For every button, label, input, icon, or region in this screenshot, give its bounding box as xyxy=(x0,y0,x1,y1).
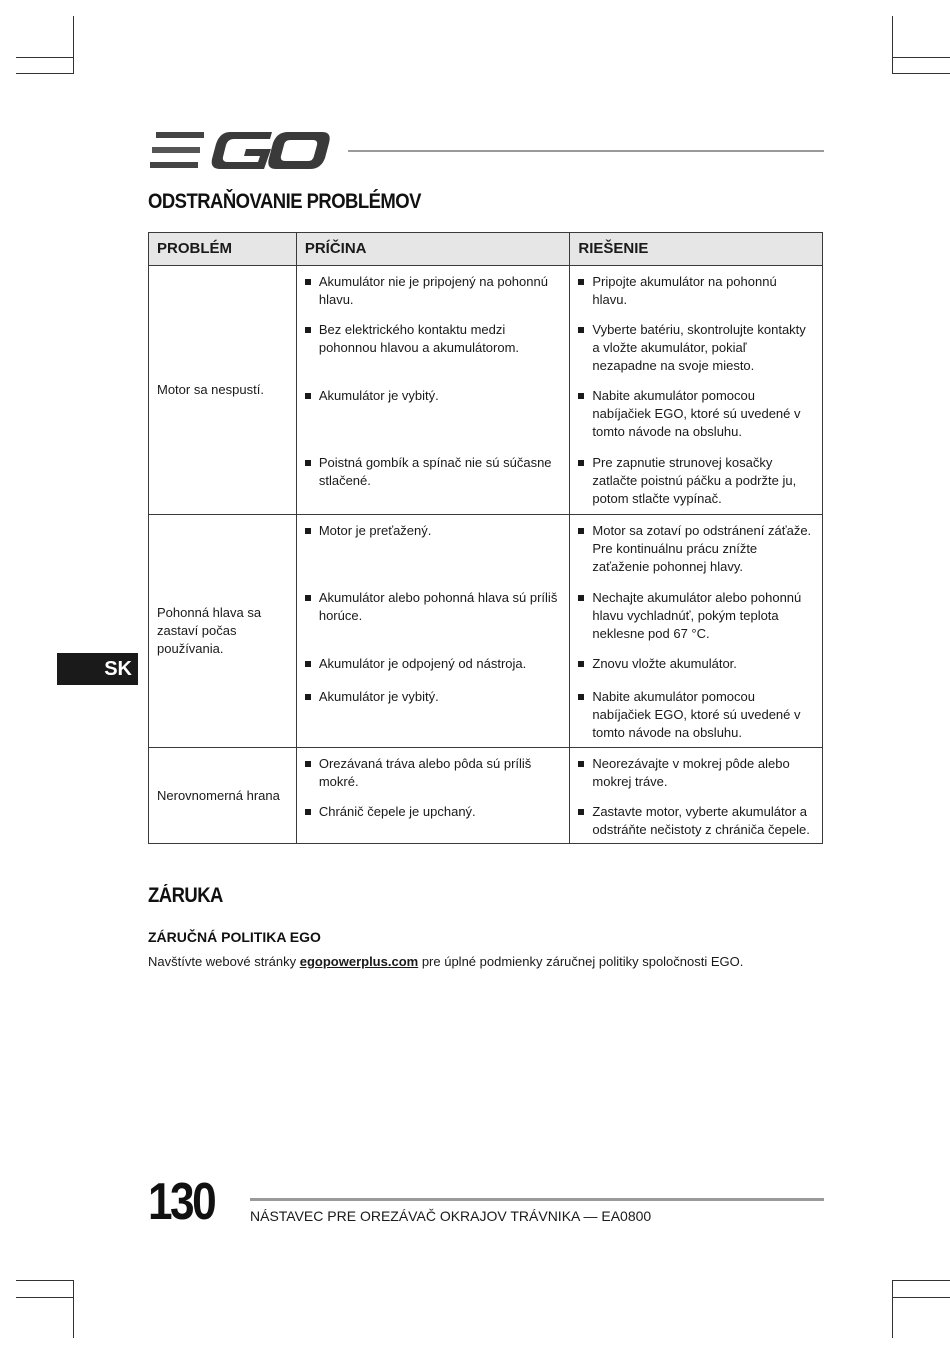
column-header-solution: RIEŠENIE xyxy=(570,233,823,266)
bullet-icon xyxy=(578,595,584,601)
troubleshooting-table xyxy=(148,232,823,844)
solution-text: Vyberte batériu, skontrolujte kontakty a vložte akumulátor, pokiaľ nezapadne na svoje miesto. xyxy=(592,322,806,373)
solution-text: Nabite akumulátor pomocou nabíjačiek EGO, ktoré sú uvedené v tomto návode na obsluhu. xyxy=(592,388,801,439)
footer-rule xyxy=(250,1198,824,1201)
bullet-icon xyxy=(305,595,311,601)
list-item xyxy=(578,387,812,454)
list-item xyxy=(305,688,560,706)
list-item xyxy=(305,273,560,321)
bullet-icon xyxy=(578,661,584,667)
bullet-icon xyxy=(305,661,311,667)
cause-text: Bez elektrického kontaktu medzi pohonnou hlavou a akumulátorom. xyxy=(318,322,520,355)
bullet-icon xyxy=(578,809,584,815)
bullet-icon xyxy=(578,327,584,333)
table-row xyxy=(149,515,823,748)
list-item xyxy=(305,755,560,803)
cause-cell xyxy=(296,515,570,748)
list-item xyxy=(578,454,812,508)
bullet-icon xyxy=(578,393,584,399)
cause-text: Motor je preťažený. xyxy=(318,523,432,538)
bullet-icon xyxy=(305,761,311,767)
crop-mark xyxy=(73,16,74,74)
crop-mark xyxy=(892,57,950,58)
bullet-icon xyxy=(578,279,584,285)
list-item xyxy=(578,522,812,589)
list-item xyxy=(305,803,560,821)
solution-text: Pre zapnutie strunovej kosačky zatlačte poistnú páčku a podržte ju, potom stlačte vypínač. xyxy=(592,455,797,506)
warranty-paragraph xyxy=(148,954,743,969)
solution-text: Pripojte akumulátor na pohonnú hlavu. xyxy=(592,274,777,307)
page-number: 130 xyxy=(148,1173,215,1231)
warranty-text-before: Navštívte webové stránky xyxy=(148,954,300,969)
table-header-row xyxy=(149,233,823,266)
table-row xyxy=(149,748,823,844)
cause-text: Chránič čepele je upchaný. xyxy=(318,804,476,819)
list-item xyxy=(578,655,812,688)
crop-mark xyxy=(892,16,893,74)
ego-logo xyxy=(150,130,330,172)
list-item xyxy=(578,803,812,839)
cause-text: Akumulátor nie je pripojený na pohonnú hlavu. xyxy=(318,274,548,307)
list-item xyxy=(305,454,560,490)
crop-mark xyxy=(16,1297,74,1298)
crop-mark xyxy=(892,1280,950,1281)
list-item xyxy=(305,387,560,454)
warranty-title: ZÁRUKA xyxy=(148,884,223,907)
list-item xyxy=(305,522,560,589)
cause-text: Orezávaná tráva alebo pôda sú príliš mokré. xyxy=(318,756,532,789)
problem-cell: Pohonná hlava sa zastaví počas používania. xyxy=(149,515,297,748)
list-item xyxy=(578,755,812,803)
list-item xyxy=(578,321,812,387)
list-item xyxy=(305,589,560,655)
list-item xyxy=(305,321,560,387)
column-header-problem: PROBLÉM xyxy=(149,233,297,266)
list-item xyxy=(578,589,812,655)
crop-mark xyxy=(73,1280,74,1338)
table-row xyxy=(149,266,823,515)
cause-text: Akumulátor je odpojený od nástroja. xyxy=(318,656,527,671)
bullet-icon xyxy=(578,761,584,767)
solution-cell xyxy=(570,266,823,515)
problem-cell: Motor sa nespustí. xyxy=(149,266,297,515)
language-tab: SK xyxy=(57,653,138,685)
crop-mark xyxy=(16,73,74,74)
bullet-icon xyxy=(305,809,311,815)
solution-text: Zastavte motor, vyberte akumulátor a odstráňte nečistoty z chrániča čepele. xyxy=(592,804,810,837)
bullet-icon xyxy=(305,327,311,333)
bullet-icon xyxy=(305,460,311,466)
list-item xyxy=(578,273,812,321)
bullet-icon xyxy=(305,279,311,285)
cause-cell xyxy=(296,748,570,844)
cause-text: Akumulátor je vybitý. xyxy=(318,689,439,704)
cause-text: Poistná gombík a spínač nie sú súčasne stlačené. xyxy=(318,455,552,488)
solution-text: Motor sa zotaví po odstránení záťaže. Pre kontinuálnu prácu znížte zaťaženie pohonnej hlavy. xyxy=(592,523,812,574)
cause-text: Akumulátor je vybitý. xyxy=(318,388,439,403)
crop-mark xyxy=(16,1280,74,1281)
bullet-icon xyxy=(578,528,584,534)
bullet-icon xyxy=(305,694,311,700)
crop-mark xyxy=(892,1297,950,1298)
solution-cell xyxy=(570,748,823,844)
bullet-icon xyxy=(578,694,584,700)
warranty-subtitle: ZÁRUČNÁ POLITIKA EGO xyxy=(148,929,321,945)
cause-text: Akumulátor alebo pohonná hlava sú príliš horúce. xyxy=(318,590,558,623)
cause-cell xyxy=(296,266,570,515)
solution-text: Nechajte akumulátor alebo pohonnú hlavu vychladnúť, pokým teplota neklesne pod 67 °C. xyxy=(592,590,802,641)
list-item xyxy=(578,688,812,742)
bullet-icon xyxy=(305,528,311,534)
solution-cell xyxy=(570,515,823,748)
solution-text: Znovu vložte akumulátor. xyxy=(592,656,737,671)
bullet-icon xyxy=(578,460,584,466)
solution-text: Nabite akumulátor pomocou nabíjačiek EGO, ktoré sú uvedené v tomto návode na obsluhu. xyxy=(592,689,801,740)
section-title: ODSTRAŇOVANIE PROBLÉMOV xyxy=(148,190,421,213)
footer-title: NÁSTAVEC PRE OREZÁVAČ OKRAJOV TRÁVNIKA — EA0800 xyxy=(250,1208,652,1224)
problem-cell: Nerovnomerná hrana xyxy=(149,748,297,844)
solution-text: Neorezávajte v mokrej pôde alebo mokrej tráve. xyxy=(592,756,790,789)
warranty-text-after: pre úplné podmienky záručnej politiky spoločnosti EGO. xyxy=(418,954,744,969)
crop-mark xyxy=(892,1280,893,1338)
list-item xyxy=(305,655,560,688)
crop-mark xyxy=(892,73,950,74)
crop-mark xyxy=(16,57,74,58)
warranty-link[interactable]: egopowerplus.com xyxy=(299,954,419,969)
bullet-icon xyxy=(305,393,311,399)
header-rule xyxy=(348,150,824,152)
column-header-cause: PRÍČINA xyxy=(296,233,570,266)
